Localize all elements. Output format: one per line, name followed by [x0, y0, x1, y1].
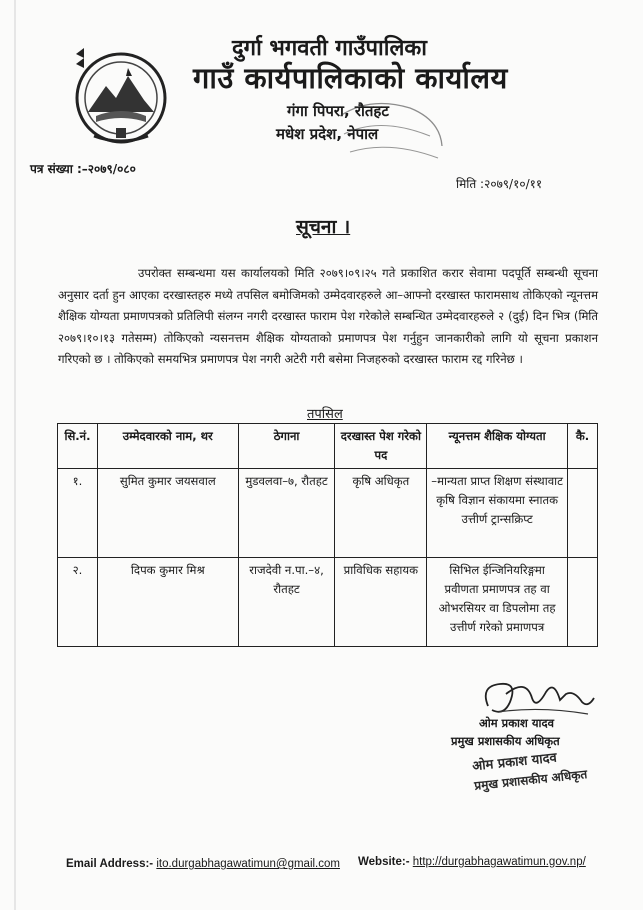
municipality-name: दुर्गा भगवती गाउँपालिका [232, 36, 427, 61]
header-name: उम्मेदवारको नाम, थर [97, 424, 238, 469]
row-address: राजदेवी न.पा.–४, रौतहट [238, 558, 335, 647]
row-name: दिपक कुमार मिश्र [97, 558, 238, 647]
row-address: मुडवलवा–७, रौतहट [238, 469, 335, 558]
table-header-row [58, 424, 598, 469]
handwritten-signature-icon [470, 672, 600, 722]
header-address: ठेगाना [238, 424, 335, 469]
address-line-2: मधेश प्रदेश, नेपाल [276, 125, 379, 143]
address-line-1: गंगा पिपरा, रौतहट [287, 102, 389, 120]
signer-name: ओम प्रकाश यादव [479, 716, 554, 730]
header-qualification: न्यूनत्तम शैक्षिक योग्यता [427, 424, 568, 469]
page-edge [14, 0, 16, 910]
footer-email [66, 858, 340, 870]
nepal-emblem-icon [66, 46, 176, 146]
row-qualification: –मान्यता प्राप्त शिक्षण संस्थावाट कृषि विज्ञान संकायमा स्नातक उत्तीर्ण ट्रान्सक्रिप्ट [427, 469, 568, 558]
row-name: सुमित कुमार जयसवाल [97, 469, 238, 558]
email-link[interactable]: ito.durgabhagawatimun@gmail.com [156, 858, 340, 870]
notice-body [58, 263, 598, 371]
row-remarks [567, 469, 597, 558]
notice-title: सूचना । [296, 216, 351, 238]
header-post: दरखास्त पेश गरेको पद [335, 424, 427, 469]
header-remarks: कै. [567, 424, 597, 469]
row-sn: १. [58, 469, 98, 558]
seal-name: ओम प्रकाश यादव [471, 750, 558, 775]
signer-post: प्रमुख प्रशासकीय अधिकृत [451, 734, 560, 748]
footer-website [358, 856, 586, 868]
email-label: Email Address:- [66, 858, 154, 870]
office-name: गाउँ कार्यपालिकाको कार्यालय [193, 61, 508, 95]
table-row [58, 469, 598, 558]
table-title: तपसिल [307, 407, 343, 422]
reference-number: पत्र संख्या :–२०७९/०८० [30, 162, 136, 176]
office-stamp-icon [330, 96, 450, 166]
letter-date: मिति :२०७९/१०/११ [456, 177, 543, 191]
row-remarks [567, 558, 597, 647]
seal-post: प्रमुख प्रशासकीय अधिकृत [473, 767, 588, 793]
row-qualification: सिभिल ईन्जिनियरिङ्गमा प्रवीणता प्रमाणपत्र तह वा ओभरसियर वा डिपलोमा तह उत्तीर्ण गरेको प्रमाणपत्र [427, 558, 568, 647]
website-link[interactable]: http://durgabhagawatimun.gov.np/ [412, 856, 586, 868]
header-sn: सि.नं. [58, 424, 98, 469]
table-row [58, 558, 598, 647]
website-label: Website:- [358, 856, 410, 868]
row-post: प्राविधिक सहायक [335, 558, 427, 647]
candidate-table [57, 423, 598, 647]
notice-body-text: उपरोक्त सम्बन्धमा यस कार्यालयको मिति २०७९।०९।२५ गते प्रकाशित करार सेवामा पदपूर्ति सम्बन्धी सूचना अनुसार दर्ता हुन आएका दरखास्तहरु मध्ये तपसिल बमोजिमको उम्मेदवारहरुले आ–आफ्नो दरखास्त फारामसाथ तोकिएको न्यूनत्तम शैक्षिक योग्यता प्रमाणपत्रको प्रतिलिपी संलग्न नगरी दरखास्त फाराम पेश गरेकोले सम्बन्धित उम्मेदवारहरुले २ (दुई) दिन भित्र (मिति २०७९।१०।१३ गतेसम्म) तोकिएको न्यसनत्तम शैक्षिक योग्यताको प्रमाणपत्र पेश गर्नुहुन जानकारीको लागि यो सूचना प्रकाशन गरिएको छ । तोकिएको समयभित्र प्रमाणपत्र पेश नगरी अटेरी गरी बसेमा निजहरुको दरखास्त फाराम रद्द गरिनेछ । [58, 266, 598, 366]
row-sn: २. [58, 558, 98, 647]
row-post: कृषि अधिकृत [335, 469, 427, 558]
